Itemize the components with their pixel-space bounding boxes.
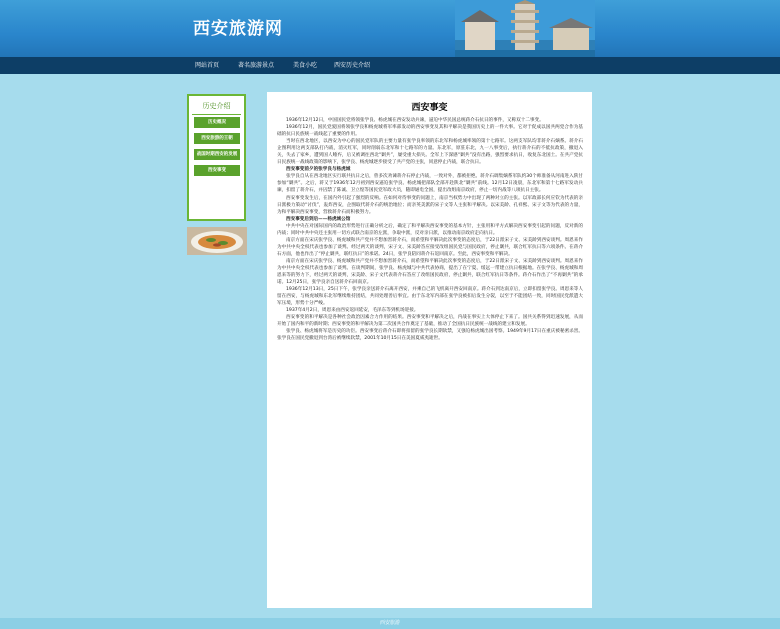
article-paragraph: 南京方面在宋庆张学良、杨虎城和共产党并不想加害蒋介石，而希望和平解决此次事变的态度后，于22日派宋子文、宋美龄到西安谈判。周恩来作为中共中央全权代表也参加了谈判。经过两天的谈判，宋子文、宋美龄答应接受改组国民党与国民政府，停止剿共，联合红军抗日等六项条件。在蒋介石方面，他也作出了“停止剿共，联红抗日”的承诺。24日，张学良陪同蒋介石返回南京。至此，西安事变和平解决。 [277,237,583,257]
footer-text: 西安旅游 [379,620,400,626]
sidebar [187,94,246,221]
article-paragraph: 张学良自从在西北地区实行联共抗日之后，曾多次劝谏蒋介石停止内战，一致对外，都被拒绝。蒋介石调集嫡系军队约30个师准备从河南进入陕甘参加“剿共”。之后，蒋又于1936年12月初到西安逼迫张学良、杨虎城把部队全部开赴陕北“剿共”前线。12月12日凌晨，东北军和第十七路军发动兵谏，扣留了蒋介石，并囚禁了陈诚、卫立煌等国民党军政大员，随即通电全国，提出改组南京政府，停止一切内战等八项抗日主张。 [277,174,583,194]
site-logo[interactable]: 西安旅游网 [193,19,283,39]
nav-item-history[interactable]: 西安历史介绍 [334,62,371,69]
footer [0,618,780,629]
nav-item-home[interactable]: 网站首页 [195,62,220,69]
sidebar-item-dynasties[interactable]: 西安旅游的王朝 [194,133,240,144]
article-paragraph: 中共中央在对国际国内的政治形势进行正确分析之后，确定了和平解决西安事变的基本方针，主张用和平方式解决西安事变引起的问题，反对新的内战；同时中共中央还主张用一切方式联合南京的左派，争取中派，反对亲日派，以推动南京政府走向抗日。 [277,223,583,236]
article-paragraph: 1936年12月12日，中国国民党将领张学良、杨虎城在西安发动兵谏，逼迫中华民国总统蒋介石抗日的事件，又称双十二事变。 [286,118,544,123]
header [0,0,780,57]
article-paragraph: 当时在西北地区，以西安为中心的国民党军队的主要力量有张学良率领的东北军和杨虎城率领的第十七路军。这两支军队均非蒋介石嫡系。蒋介石企图利用这两支部队打内战，消灭红军，同时削弱东北军和十七路军的力量。东北军，原驻东北，九一八事变后，执行蒋介石的不抵抗政策，撤退入关，失去了家乡，遭到国人唾弃，后又被调往西北“剿共”，屡受重大损失。全军上下深感“剿共”没有出路，强烈要求抗日，收复东北国土。在共产党抗日民族统一战线政策的影响下，张学良、杨虎城逐步接受了共产党的主张，同意停止内战，联合抗日。 [277,139,583,166]
main-content [267,92,592,608]
section-subtitle: 西安事变后到后——杨虎城公馆 [286,216,351,222]
article-paragraph: 1937年4月2日，周恩来由西安返回延安，毛泽东等到机场迎接。 [286,308,419,314]
article-paragraph: 1936年12月，国民党爱国将领张学良和杨虎城将军率部发动的西安事变及其和平解决是我国历史上的一件大事。它对于促成以国共两党合作为基础的抗日民族统一战线起了重要的作用。 [277,125,583,138]
article-paragraph: 1936年12月13日，25日下午，张学良亲送蒋介石离开西安，并乘自己的飞机离开西安回南京。蒋介石到达南京后，立即扣留张学良。周恩来等人留在西安，与杨虎城和东北军继续维持团结，共同处理善后事宜。由于东北军内部在张学良被扣后发生分裂，以至于不能团结一致，同时国民党派遣大军压境，形势十分严峻。 [277,287,583,307]
banner-landmark-picture [455,0,595,57]
sidebar-title: 历史介绍 [202,102,231,110]
food-thumbnail-picture [187,227,247,255]
article-paragraph: 西安事变发生后，在国内外引起了强烈的反响。在如何对待事变的问题上，南京当权势力中出现了两种对立的主张。以军政部长何应钦为代表的亲日派极力策动“讨伐”，轰炸西安，企图取代蒋介石的统治地位；而亲英美派的宋子文等人主张和平解决。以宋美龄、孔祥熙、宋子文等为代表的力量，为和平解决西安事变，营救蒋介石而积极努力。 [277,195,583,215]
sidebar-item-overview[interactable]: 历史概况 [194,117,240,128]
article-paragraph: 南京方面在宋庆张学良、杨虎城和共产党并不想加害蒋介石，而希望和平解决此次事变的态度后，于22日派宋子文、宋美龄到西安谈判。周恩来作为中共中央全权代表也参加了谈判。在谈判期间，张学良、杨虎城与中共代表协商，提出了在宁夏、绥远一带建立抗日根据地。在张学良、杨虎城和周恩来等的努力下，经过两天的谈判，宋美龄、宋子文代表蒋介石答应了改组国民政府，停止剿共，联合红军抗日等条件。蒋介石作出了“不再剿共”的承诺。12月25日，张学良亲自送蒋介石回南京。 [277,258,583,286]
sidebar-item-warring-states[interactable]: 战国时期西安的发展 [194,149,240,160]
sidebar-divider [192,114,241,115]
article-paragraph: 张学良、杨虎城将军是历史的功臣。西安事变后蒋介石即将扣留的张学良长期软禁，又强迫杨虎城出国考察。1949年9月17日在重庆被秘密杀害。张学良在国民党撤退到台湾后被继续软禁，2001年10月15日在美国夏威夷逝世。 [277,329,583,342]
page-title: 西安事变 [411,103,448,113]
sidebar-item-xian-incident[interactable]: 西安事变 [194,165,240,176]
section-subtitle: 西安事变前夕的张学良与杨虎城 [286,167,351,173]
nav-item-food[interactable]: 美食小吃 [293,62,318,69]
nav-item-attractions[interactable]: 著名旅游景点 [238,62,275,69]
main-nav [0,57,780,74]
article-paragraph: 西安事变的和平解决是各种社会政治因素合力作用的结果。西安事变和平解决之后，内战在事实上大体停止下来了。国共关系得到迅速发展，从而开始了国内和平的新时期；西安事变的和平解决为第二次国共合作奠定了基础，推动了全国抗日民族统一战线的建立和发展。 [277,315,583,328]
article-body [267,117,592,343]
